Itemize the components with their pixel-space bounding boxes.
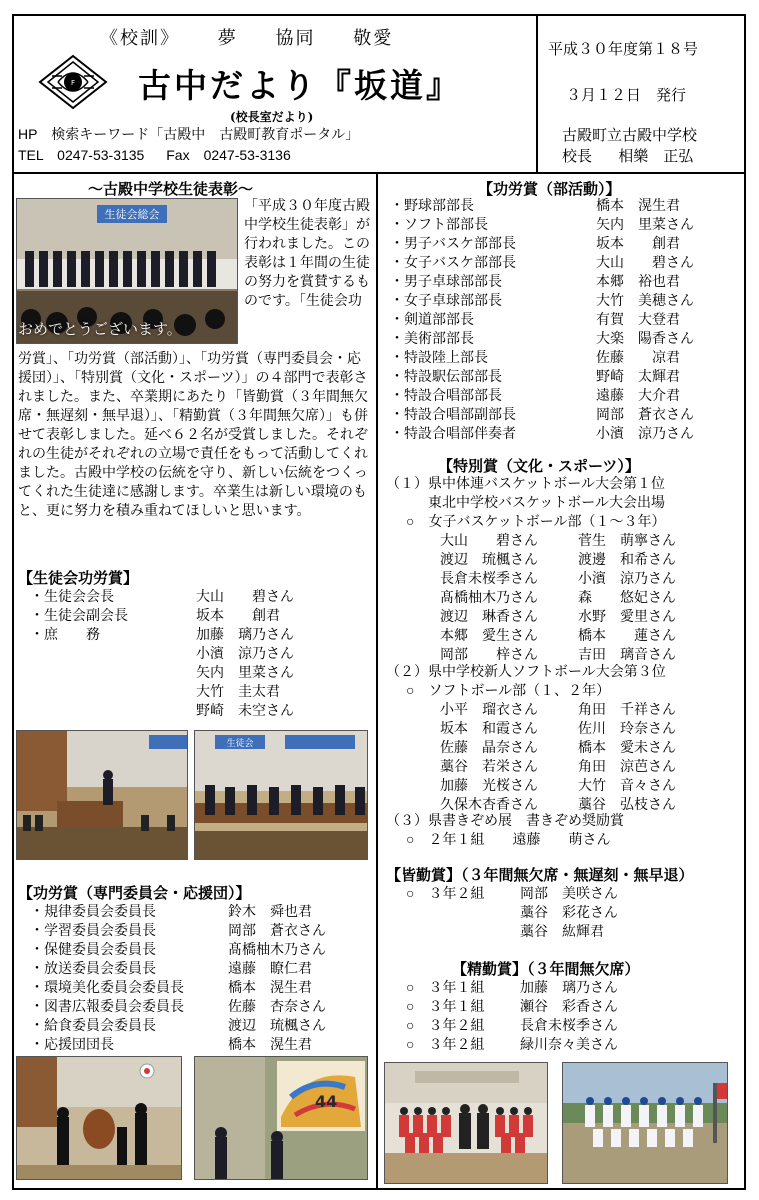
list-item: 小濱 涼乃さん xyxy=(196,645,294,661)
list-item: ・環境美化委員会委員長 橋本 滉生君 xyxy=(30,979,312,995)
club-list xyxy=(390,196,694,443)
committee-list xyxy=(30,902,326,1054)
club-heading: 【功労賞（部活動）】 xyxy=(478,181,621,198)
principal xyxy=(562,145,715,166)
list-item: ・規律委員会委員長 鈴木 舜也君 xyxy=(30,903,312,919)
motto-word-1: 夢 xyxy=(217,28,238,49)
list-item: ・男子卓球部部長 本郷 裕也君 xyxy=(390,273,680,289)
list-item: ・特設合唱部部長 遠藤 大介君 xyxy=(390,387,680,403)
special-heading: 【特別賞（文化・スポーツ）】 xyxy=(438,458,640,475)
header-divider xyxy=(536,14,538,174)
list-item: ・生徒会会長 大山 碧さん xyxy=(30,588,294,604)
list-item: ○ ３年２組 岡部 美咲さん xyxy=(406,885,618,901)
basketball-team-photo xyxy=(384,1062,548,1184)
hp-search-keyword: HP 検索キーワード「古殿中 古殿町教育ポータル」 xyxy=(18,126,360,142)
list-item: ・剣道部部長 有賀 大登君 xyxy=(390,311,680,327)
list-item: ・図書広報委員会委員長 佐藤 杏奈さん xyxy=(30,998,326,1014)
list-item: ・特設陸上部長 佐藤 凉君 xyxy=(390,349,680,365)
contact-line xyxy=(18,145,309,165)
banner-text: 生徒会総会 xyxy=(104,208,160,221)
school-motto xyxy=(100,24,423,50)
article-title: ～古殿中学校生徒表彰～ xyxy=(88,181,254,198)
list-item: ○ ３年２組 長倉未桜季さん xyxy=(406,1017,618,1033)
issue-number: 平成３０年度第１８号 xyxy=(548,41,699,58)
student-council-list xyxy=(30,587,294,720)
stage-photo-left xyxy=(16,730,188,860)
intro-text-body: 労賞」、「功労賞（部活動）」、「功労賞（専門委員会・応援団）」、「特別賞（文化・スポーツ）」の４部門で表彰されました。また、卒業期にあたり「皆勤賞（３年間無欠席・無遅刻・無早退）」、「精勤賞（３年間無欠席）」も併せて表彰しました。延べ６２名が受賞しました。それぞれの生徒がそれぞれの立場で責任をもって活動してくれました。古殿中学校の伝統を守り、新しい伝統をつくってくれた生徒達に感謝します。卒業生は新しい環境のもと、更に努力を積み重ねてほしいと思います。 xyxy=(18,350,368,518)
fax-number: Fax 0247-53-3136 xyxy=(166,147,291,163)
list-item: ・特設合唱部伴奏者 小濱 涼乃さん xyxy=(390,425,694,441)
list-item: ・女子卓球部部長 大竹 美穂さん xyxy=(390,292,694,308)
list-item: ・庶 務 加藤 璃乃さん xyxy=(30,626,294,642)
calligraphy-photo xyxy=(194,1056,368,1180)
list-item: 大竹 圭太君 xyxy=(196,683,280,699)
softball-names xyxy=(440,700,676,814)
softball-team-photo xyxy=(562,1062,728,1184)
principal-title: 校長 xyxy=(562,148,593,165)
special-item-1b: 東北中学校バスケットボール大会出場 xyxy=(428,494,666,510)
list-item: 髙橋柚木乃さん 森 悠妃さん xyxy=(440,589,676,605)
list-item: 本郷 愛生さん 橋本 蓮さん xyxy=(440,627,676,643)
list-item: ○ ３年１組 加藤 璃乃さん xyxy=(406,979,618,995)
committee-heading: 【功労賞（専門委員会・応援団）】 xyxy=(18,885,251,902)
column-divider xyxy=(376,174,378,1190)
school-emblem-icon xyxy=(38,54,108,110)
perfect-attendance-list xyxy=(406,884,618,941)
basketball-names xyxy=(440,531,676,664)
list-item: ・男子バスケ部部長 坂本 創君 xyxy=(390,235,680,251)
list-item: ・保健委員会委員長 髙橋柚木乃さん xyxy=(30,941,326,957)
newsletter-title: 古中だより『坂道』 xyxy=(138,66,462,105)
list-item: ・生徒会副会長 坂本 創君 xyxy=(30,607,280,623)
list-item: ・給食委員会委員長 渡辺 琉楓さん xyxy=(30,1017,326,1033)
list-item: 佐藤 晶奈さん 橋本 愛未さん xyxy=(440,739,676,755)
issue-date: ３月１２日 発行 xyxy=(566,87,687,104)
diligent-attendance-heading: 【精勤賞】（３年間無欠席） xyxy=(452,961,640,978)
list-item: ・放送委員会委員長 遠藤 瞭仁君 xyxy=(30,960,312,976)
motto-word-2: 協同 xyxy=(275,28,316,49)
svg-text:F: F xyxy=(70,79,76,87)
motto-label: 《校訓》 xyxy=(100,28,180,49)
list-item: ・野球部部長 橋本 滉生君 xyxy=(390,197,680,213)
list-item: ○ ３年２組 緑川奈々美さん xyxy=(406,1036,618,1052)
list-item: 藁谷 彩花さん xyxy=(520,904,618,920)
special-item-3b: ○ ２年１組 遠藤 萌さん xyxy=(406,831,611,847)
list-item: ・美術部部長 大楽 陽香さん xyxy=(390,330,694,346)
list-item: 小平 瑠衣さん 角田 千祥さん xyxy=(440,701,676,717)
list-item: 長倉未桜季さん 小濱 涼乃さん xyxy=(440,570,676,586)
photo-caption: おめでとうございます。 xyxy=(18,321,182,338)
list-item: 坂本 和霞さん 佐川 玲奈さん xyxy=(440,720,676,736)
special-item-2: （２）県中学校新人ソフトボール大会第３位 xyxy=(386,663,666,679)
student-council-heading: 【生徒会功労賞】 xyxy=(18,570,139,587)
special-item-2b: ○ ソフトボール部（１、２年） xyxy=(406,682,611,698)
list-item: ・応援団団長 橋本 滉生君 xyxy=(30,1036,312,1052)
special-item-1: （１）県中体連バスケットボール大会第１位 xyxy=(386,475,666,491)
list-item: 久保木杏香さん 藁谷 弘枝さん xyxy=(440,796,676,812)
stage-photo-right xyxy=(194,730,368,860)
newsletter-subtitle: (校長室だより) xyxy=(230,110,314,124)
list-item: 藁谷 若栄さん 角田 涼芭さん xyxy=(440,758,676,774)
list-item: 矢内 里菜さん xyxy=(196,664,294,680)
svg-text:44: 44 xyxy=(315,1092,338,1111)
principal-name: 相樂 正弘 xyxy=(618,148,694,165)
list-item: ・ソフト部部長 矢内 里菜さん xyxy=(390,216,694,232)
school-name: 古殿町立古殿中学校 xyxy=(562,127,698,144)
list-item: 岡部 梓さん 吉田 璃音さん xyxy=(440,646,676,662)
list-item: 野崎 未空さん xyxy=(196,702,294,718)
list-item: 渡辺 琳香さん 水野 愛里さん xyxy=(440,608,676,624)
tel-number: TEL 0247-53-3135 xyxy=(18,147,145,163)
cheer-squad-photo xyxy=(16,1056,182,1180)
list-item: ・女子バスケ部部長 大山 碧さん xyxy=(390,254,694,270)
intro-text-side: 「平成３０年度古殿中学校生徒表彰」が行われました。この表彰は１年間の生徒の努力を賞賛するものです。「生徒会功 xyxy=(244,197,370,308)
list-item: ・学習委員会委員長 岡部 蒼衣さん xyxy=(30,922,326,938)
list-item: ○ ３年１組 瀬谷 彩香さん xyxy=(406,998,618,1014)
diligent-attendance-list xyxy=(406,978,618,1054)
list-item: 加藤 光桜さん 大竹 音々さん xyxy=(440,777,676,793)
perfect-attendance-heading: 【皆勤賞】（３年間無欠席・無遅刻・無早退） xyxy=(386,867,694,884)
list-item: 大山 碧さん 菅生 萌寧さん xyxy=(440,532,676,548)
special-item-3: （３）県書きぞめ展 書きぞめ奨励賞 xyxy=(386,812,624,828)
special-item-1c: ○ 女子バスケットボール部（１～３年） xyxy=(406,513,666,529)
motto-word-3: 敬愛 xyxy=(353,28,394,49)
list-item: ・特設合唱部副部長 岡部 蒼衣さん xyxy=(390,406,694,422)
list-item: 藁谷 紘輝君 xyxy=(520,923,604,939)
list-item: 渡辺 琉楓さん 渡邊 和希さん xyxy=(440,551,676,567)
stage-banner-text: 生徒会 xyxy=(226,739,254,749)
list-item: ・特設駅伝部部長 野崎 太輝君 xyxy=(390,368,680,384)
